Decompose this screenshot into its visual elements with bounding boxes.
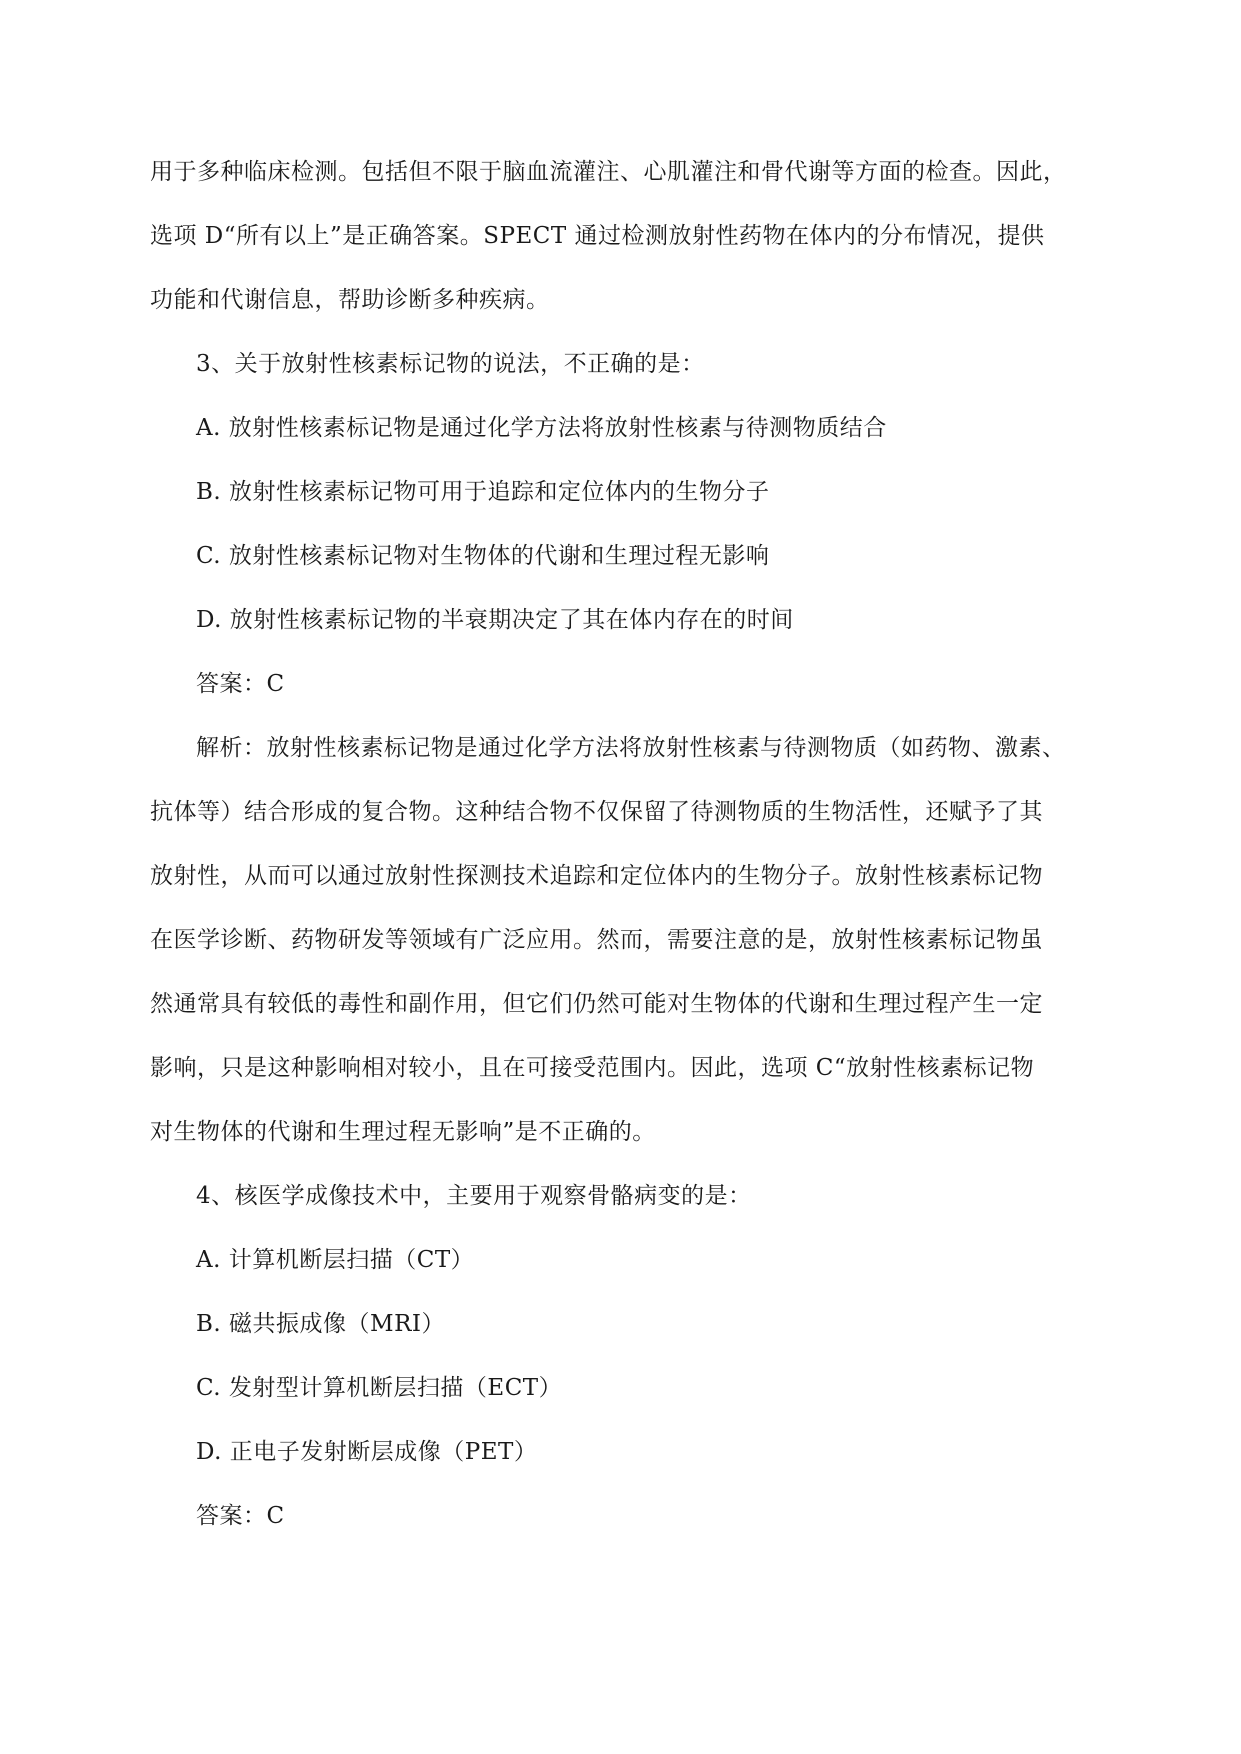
question-3-answer: 答案：C: [196, 671, 285, 697]
question-3-option-c: C. 放射性核素标记物对生物体的代谢和生理过程无影响: [196, 543, 770, 569]
question-3-stem: 3、关于放射性核素标记物的说法，不正确的是：: [196, 351, 705, 377]
question-3-explanation: 放射性，从而可以通过放射性探测技术追踪和定位体内的生物分子。放射性核素标记物: [150, 863, 1043, 889]
question-3-explanation: 影响，只是这种影响相对较小，且在可接受范围内。因此，选项 C“放射性核素标记物: [150, 1055, 1035, 1081]
question-4-option-d: D. 正电子发射断层成像（PET）: [196, 1439, 538, 1465]
question-3-option-d: D. 放射性核素标记物的半衰期决定了其在体内存在的时间: [196, 607, 794, 633]
document-body: [150, 140, 1110, 1548]
question-4-answer: 答案：C: [196, 1503, 285, 1529]
question-3-explanation: 对生物体的代谢和生理过程无影响”是不正确的。: [150, 1119, 656, 1145]
question-3-explanation: 抗体等）结合形成的复合物。这种结合物不仅保留了待测物质的生物活性，还赋予了其: [150, 799, 1043, 825]
question-4-option-c: C. 发射型计算机断层扫描（ECT）: [196, 1375, 563, 1401]
paragraph-line: 选项 D“所有以上”是正确答案。SPECT 通过检测放射性药物在体内的分布情况，提供: [150, 223, 1045, 249]
question-4-option-b: B. 磁共振成像（MRI）: [196, 1311, 445, 1337]
question-3-explanation: 然通常具有较低的毒性和副作用，但它们仍然可能对生物体的代谢和生理过程产生一定: [150, 991, 1043, 1017]
paragraph-line: 功能和代谢信息，帮助诊断多种疾病。: [150, 287, 550, 313]
question-4-stem: 4、核医学成像技术中，主要用于观察骨骼病变的是：: [196, 1183, 752, 1209]
question-3-explanation: 在医学诊断、药物研发等领域有广泛应用。然而，需要注意的是，放射性核素标记物虽: [150, 927, 1043, 953]
question-4-option-a: A. 计算机断层扫描（CT）: [196, 1247, 475, 1273]
question-3-option-b: B. 放射性核素标记物可用于追踪和定位体内的生物分子: [196, 479, 770, 505]
question-3-option-a: A. 放射性核素标记物是通过化学方法将放射性核素与待测物质结合: [196, 415, 887, 441]
question-3-explanation: 解析：放射性核素标记物是通过化学方法将放射性核素与待测物质（如药物、激素、: [196, 735, 1066, 761]
paragraph-line: 用于多种临床检测。包括但不限于脑血流灌注、心肌灌注和骨代谢等方面的检查。因此，: [150, 159, 1067, 185]
